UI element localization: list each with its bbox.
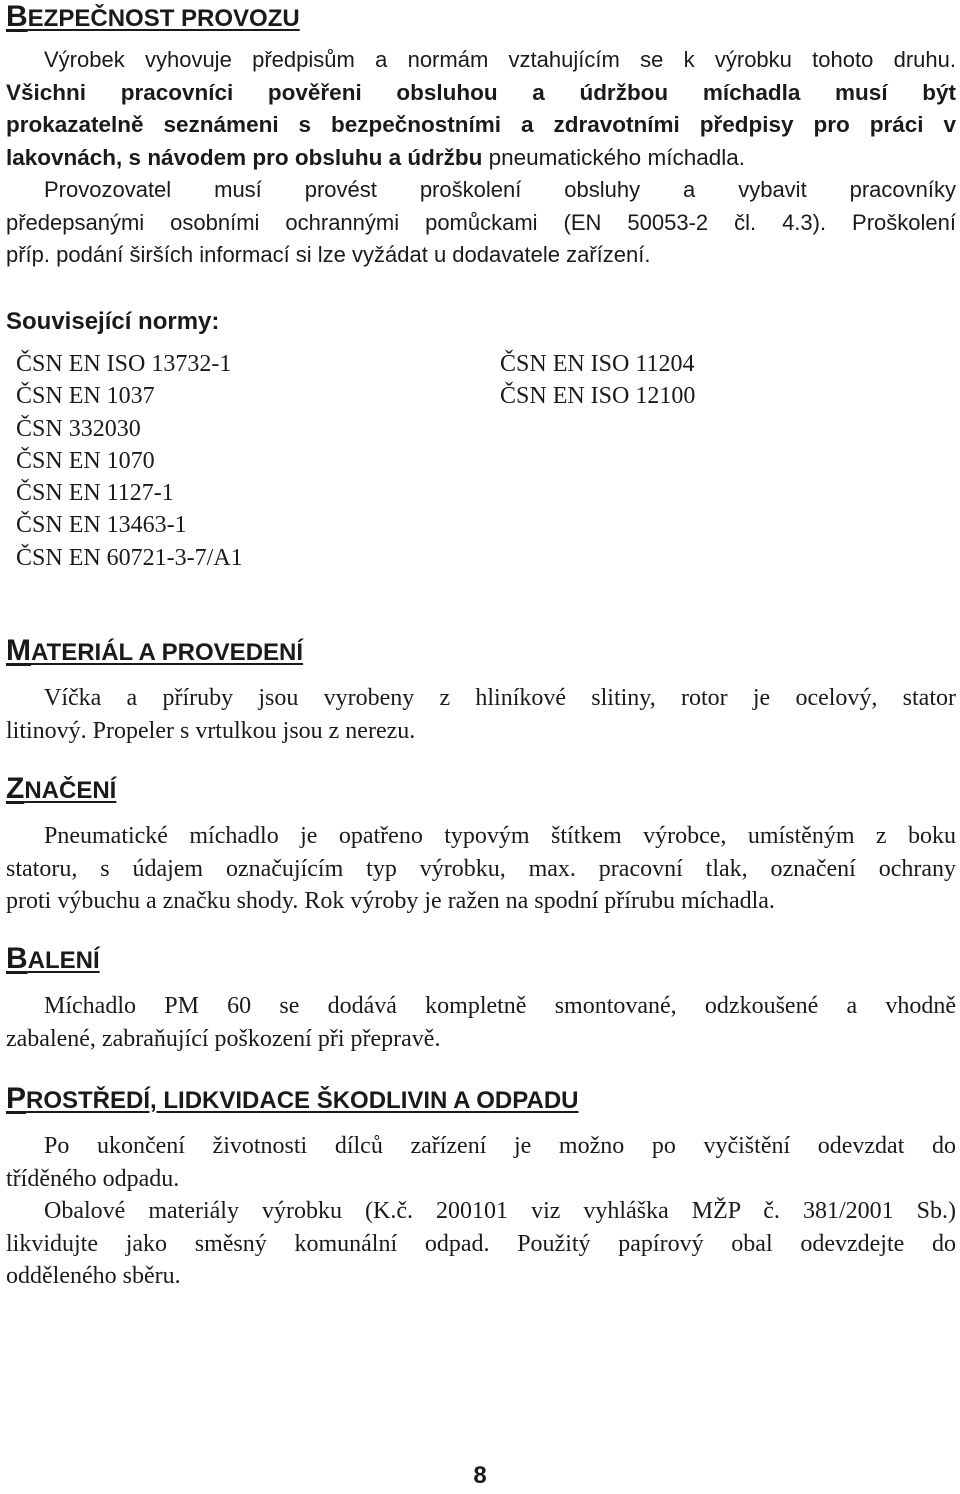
section-material: [6, 636, 956, 668]
norms-section: [6, 308, 956, 336]
section-environment: [6, 1084, 956, 1116]
norm-item: ČSN EN ISO 13732-1: [16, 351, 232, 377]
material-paragraph: [6, 682, 956, 747]
heading-material: M ATERIÁL A PROVEDENÍ: [6, 634, 304, 667]
norm-item: ČSN EN 60721-3-7/A1: [16, 544, 243, 571]
environment-text: odděleného sběru.: [6, 1263, 181, 1289]
safety-text: Provozovatel musí provést proškolení obsluhy a vybavit pracovníky: [44, 177, 956, 202]
heading-marking: Z NAČENÍ: [6, 772, 117, 805]
safety-text: předepsanými osobními ochrannými pomůckami (EN 50053-2 čl. 4.3). Proškolení: [6, 209, 956, 235]
safety-bold-line: lakovnách, s návodem pro obsluhu a údržbu: [6, 144, 483, 170]
material-text: litinový. Propeler s vrtulkou jsou z nerezu.: [6, 717, 416, 744]
section-safety: [6, 2, 956, 34]
safety-bold-line: Všichni pracovníci pověřeni obsluhou a údržbou míchadla musí být: [6, 79, 956, 105]
safety-text: příp. podání širších informací si lze vyžádat u dodavatele zařízení.: [6, 242, 651, 267]
safety-intro-text: Výrobek vyhovuje předpisům a normám vztahujícím se k výrobku tohoto druhu.: [44, 47, 956, 72]
packing-text: Míchadlo PM 60 se dodává kompletně smontované, odzkoušené a vhodně: [44, 993, 956, 1019]
norm-item: ČSN EN 1127-1: [16, 480, 174, 507]
page-number: 8: [473, 1462, 487, 1489]
norm-item: ČSN 332030: [16, 415, 141, 442]
section-marking: [6, 774, 956, 806]
marking-paragraph: [6, 820, 956, 918]
norm-item: ČSN EN 13463-1: [16, 512, 187, 539]
environment-text: Po ukončení životnosti dílců zařízení je možno po vyčištění odevzdat do: [44, 1133, 956, 1159]
marking-text: statoru, s údajem označujícím typ výrobku, max. pracovní tlak, označení ochrany: [6, 855, 956, 882]
norm-item: ČSN EN ISO 11204: [500, 351, 695, 377]
marking-text: proti výbuchu a značku shody. Rok výroby je ražen na spodní přírubu míchadla.: [6, 888, 775, 914]
heading-safety: B EZPEČNOST PROVOZU: [6, 0, 300, 33]
safety-paragraph: [6, 44, 956, 272]
norms-title: Související normy:: [6, 308, 220, 335]
norm-item: ČSN EN ISO 12100: [500, 383, 696, 410]
environment-paragraph-2: [6, 1195, 956, 1293]
norms-left-list: [16, 348, 243, 574]
safety-bold-line: prokazatelně seznámeni s bezpečnostními a zdravotními předpisy pro práci v: [6, 112, 956, 137]
environment-text: Obalové materiály výrobku (K.č. 200101 viz vyhláška MŽP č. 381/2001 Sb.): [44, 1198, 956, 1224]
norms-right-list: [500, 348, 695, 413]
packing-text: zabalené, zabraňující poškození při přepravě.: [6, 1025, 441, 1052]
norm-item: ČSN EN 1070: [16, 447, 155, 474]
heading-environment: P ROSTŘEDÍ, LIDKVIDACE ŠKODLIVIN A ODPADU: [6, 1082, 579, 1115]
marking-text: Pneumatické míchadlo je opatřeno typovým štítkem výrobce, umístěným z boku: [44, 823, 956, 849]
environment-text: likvidujte jako směsný komunální odpad. Použitý papírový obal odevzdejte do: [6, 1230, 956, 1257]
material-text: Víčka a příruby jsou vyrobeny z hliníkové slitiny, rotor je ocelový, stator: [44, 685, 956, 711]
section-packing: [6, 944, 956, 976]
packing-paragraph: [6, 990, 956, 1055]
environment-paragraph-1: [6, 1130, 956, 1195]
norm-item: ČSN EN 1037: [16, 383, 155, 410]
safety-text: pneumatického míchadla.: [488, 144, 745, 170]
heading-packing: B ALENÍ: [6, 942, 100, 975]
environment-text: tříděného odpadu.: [6, 1165, 180, 1192]
